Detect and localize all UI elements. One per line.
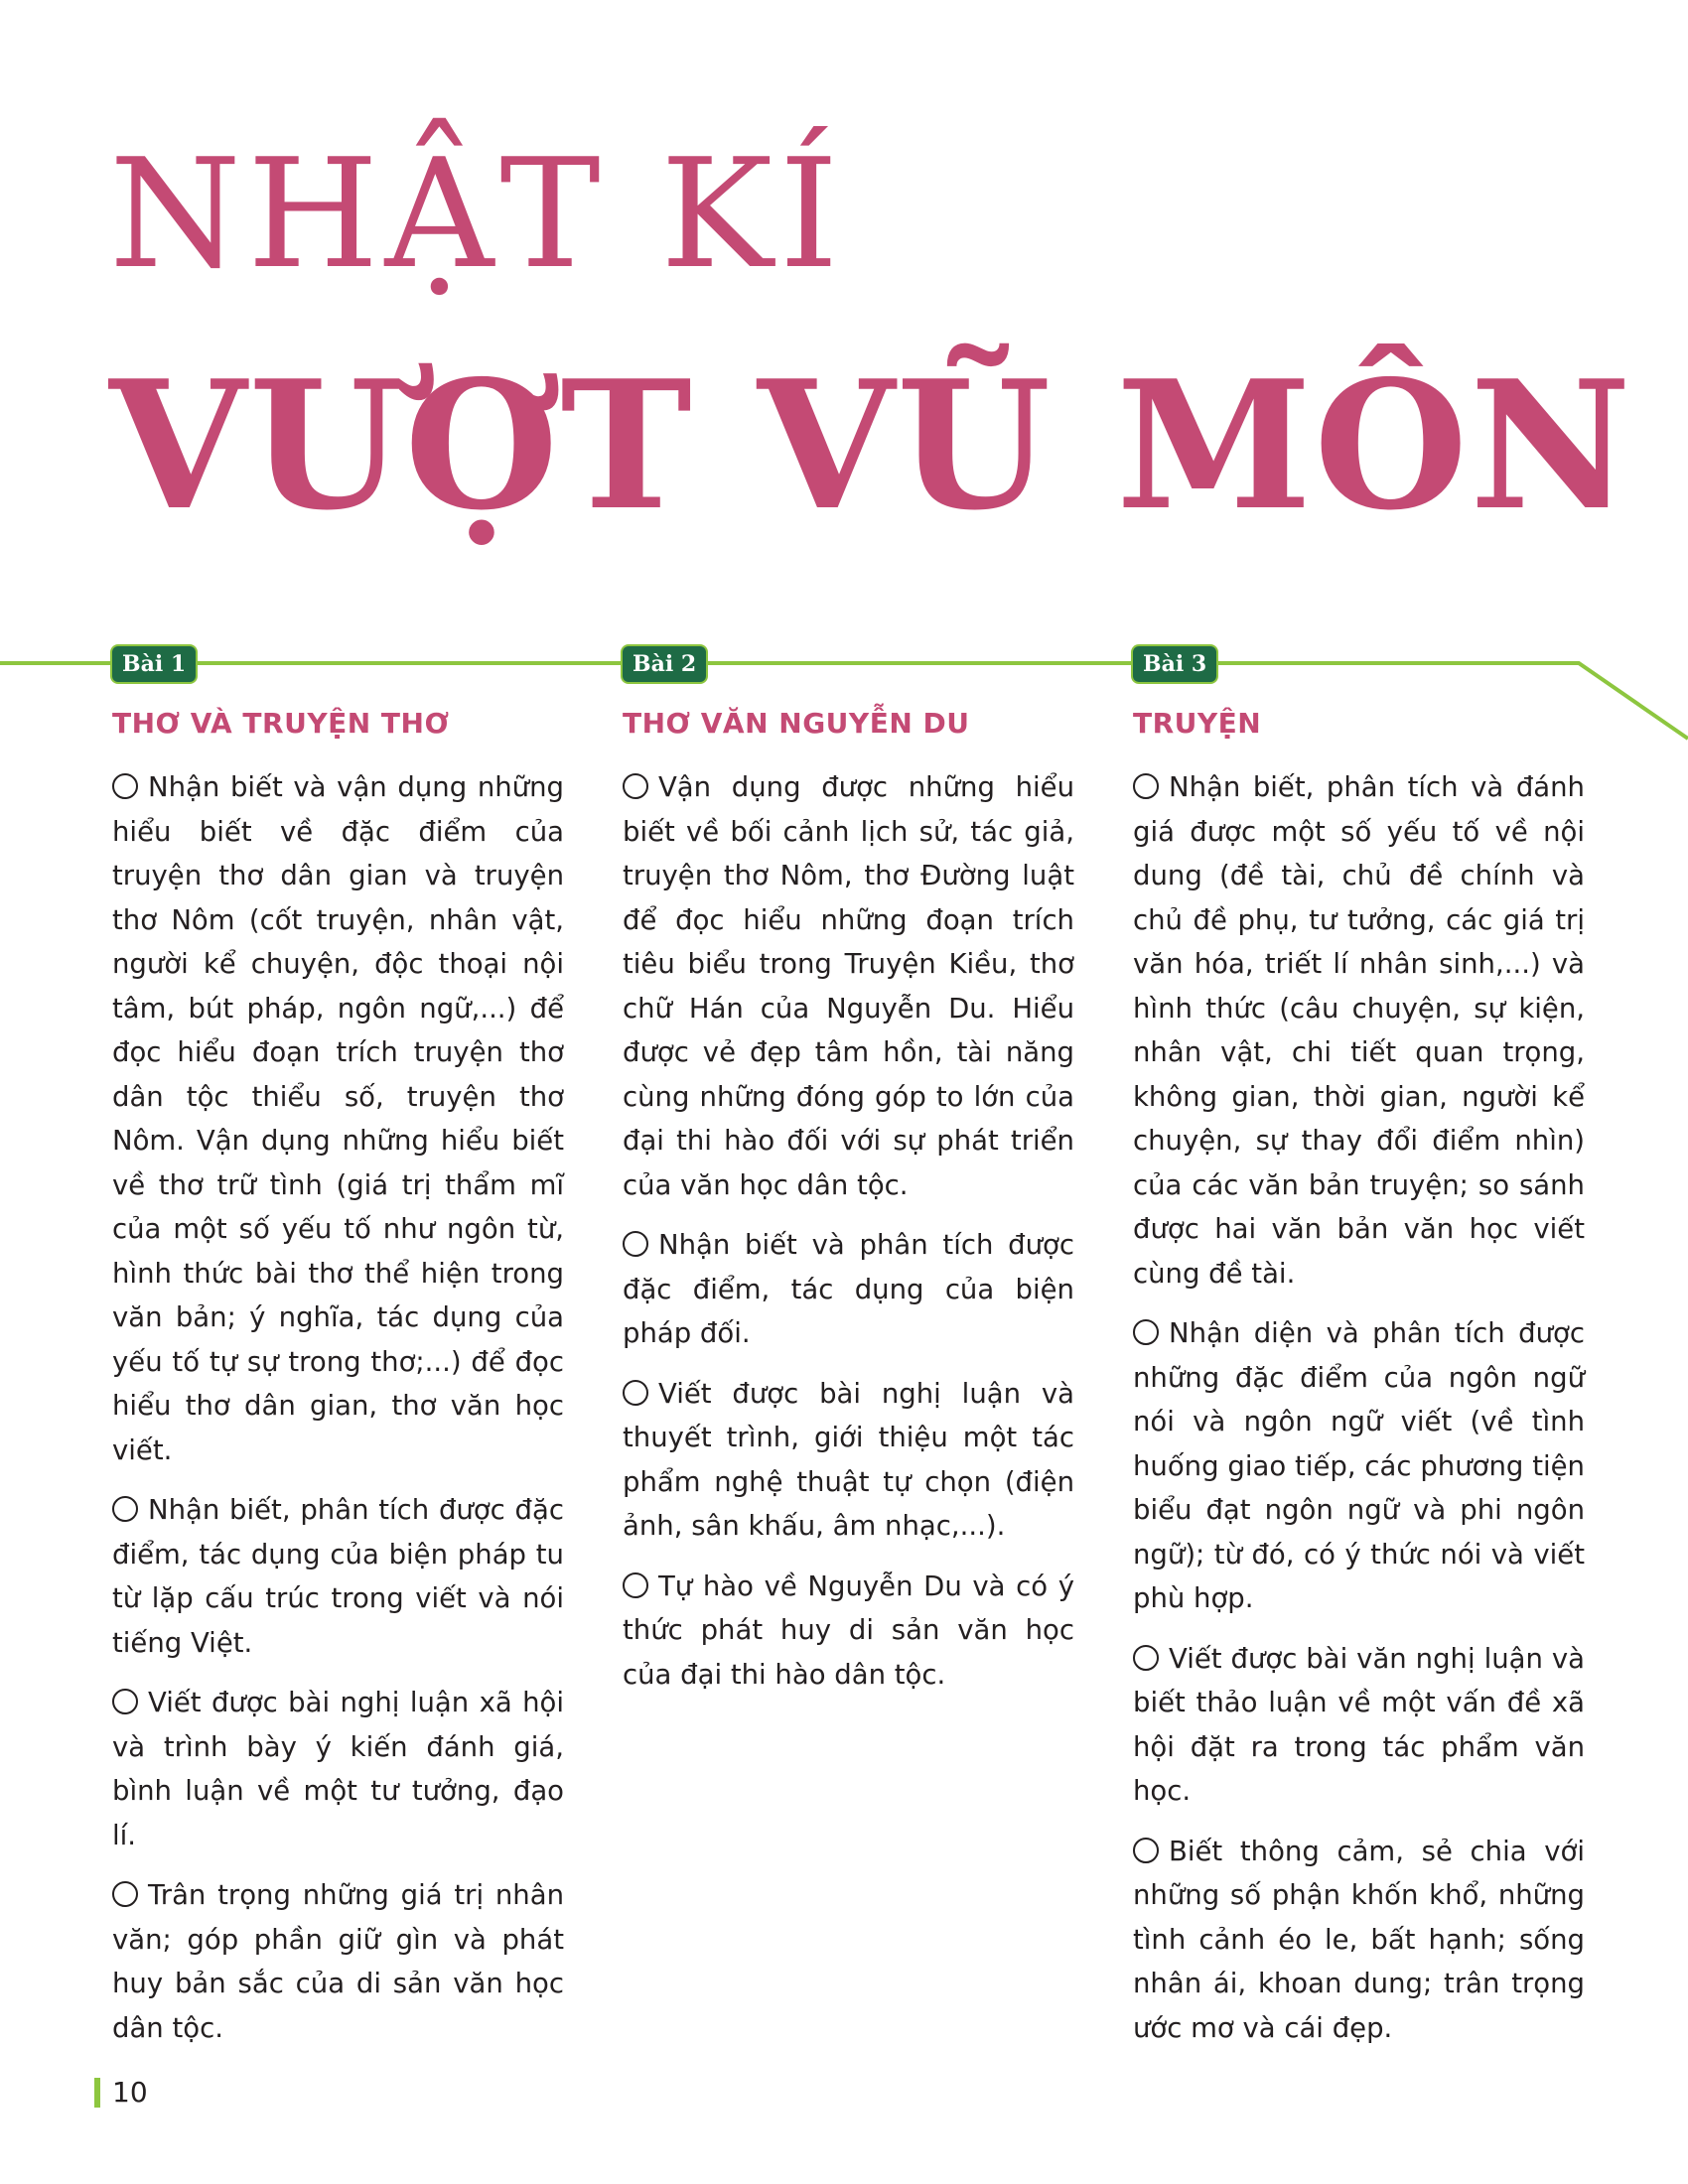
circle-bullet-icon: [1133, 773, 1159, 799]
goal-text: Nhận biết, phân tích và đánh giá được một số yếu tố về nội dung (đề tài, chủ đề chính và chủ đề phụ, tư tưởng, các giá trị văn hóa, triết lí nhân sinh,...) và hình thức (câu chuyện, sự kiện, nhân vật, chi tiết quan trọng, không gian, thời gian, người kể chuyện, sự thay đổi điểm nhìn) của các văn bản truyện; so sánh được hai văn bản văn học viết cùng đề tài.: [1133, 771, 1585, 1290]
lesson-1-title: THƠ VÀ TRUYỆN THƠ: [112, 707, 450, 740]
goal-text: Biết thông cảm, sẻ chia với những số phận khốn khổ, những tình cảnh éo le, bất hạnh; sống nhân ái, khoan dung; trân trọng ước mơ và cái đẹp.: [1133, 1835, 1585, 2044]
page-number: 10: [94, 2078, 148, 2108]
lesson-1-goal: [112, 1873, 564, 2050]
circle-bullet-icon: [112, 1689, 138, 1714]
circle-bullet-icon: [112, 773, 138, 799]
lesson-1: [112, 707, 564, 2066]
lesson-1-badge: Bài 1: [112, 646, 196, 682]
goal-text: Tự hào về Nguyễn Du và có ý thức phát huy di sản văn học của đại thi hào dân tộc.: [623, 1570, 1074, 1691]
lesson-2-badge: Bài 2: [623, 646, 706, 682]
goal-text: Viết được bài nghị luận xã hội và trình bày ý kiến đánh giá, bình luận về một tư tưởng, đạo lí.: [112, 1687, 564, 1851]
lesson-2-goal: [623, 1372, 1074, 1549]
goal-text: Nhận diện và phân tích được những đặc điểm của ngôn ngữ nói và ngôn ngữ viết (về tình huống giao tiếp, các phương tiện biểu đạt ngôn ngữ và phi ngôn ngữ); từ đó, có ý thức nói và viết phù hợp.: [1133, 1317, 1585, 1614]
circle-bullet-icon: [1133, 1838, 1159, 1863]
lesson-2-goal: [623, 765, 1074, 1207]
lesson-3-goal: [1133, 1637, 1585, 1814]
circle-bullet-icon: [112, 1881, 138, 1907]
goal-text: Nhận biết và phân tích được đặc điểm, tác dụng của biện pháp đối.: [623, 1229, 1074, 1349]
lesson-2-goal: [623, 1565, 1074, 1698]
goal-text: Vận dụng được những hiểu biết về bối cảnh lịch sử, tác giả, truyện thơ Nôm, thơ Đường luật để đọc hiểu những đoạn trích tiêu biểu trong Truyện Kiều, thơ chữ Hán của Nguyễn Du. Hiểu được vẻ đẹp tâm hồn, tài năng cùng những đóng góp to lớn của đại thi hào đối với sự phát triển của văn học dân tộc.: [623, 771, 1074, 1201]
lesson-3-goal: [1133, 1830, 1585, 2051]
circle-bullet-icon: [623, 1380, 648, 1406]
lesson-3-badge: Bài 3: [1133, 646, 1216, 682]
lesson-3-goal: [1133, 1311, 1585, 1621]
circle-bullet-icon: [112, 1496, 138, 1522]
title-line-1: NHẬT KÍ: [109, 126, 845, 302]
circle-bullet-icon: [623, 1572, 648, 1598]
lesson-1-goal: [112, 765, 564, 1472]
goal-text: Viết được bài văn nghị luận và biết thảo luận về một vấn đề xã hội đặt ra trong tác phẩm văn học.: [1133, 1642, 1585, 1807]
lesson-2: [623, 707, 1074, 1712]
lesson-1-goal: [112, 1488, 564, 1665]
lesson-3-goal: [1133, 765, 1585, 1296]
circle-bullet-icon: [1133, 1319, 1159, 1345]
lesson-1-goal: [112, 1681, 564, 1857]
circle-bullet-icon: [623, 773, 648, 799]
goal-text: Nhận biết, phân tích được đặc điểm, tác dụng của biện pháp tu từ lặp cấu trúc trong viết và nói tiếng Việt.: [112, 1494, 564, 1659]
lesson-2-goal: [623, 1223, 1074, 1356]
goal-text: Trân trọng những giá trị nhân văn; góp phần giữ gìn và phát huy bản sắc của di sản văn học dân tộc.: [112, 1879, 564, 2044]
lesson-3: [1133, 707, 1585, 2066]
goal-text: Viết được bài nghị luận và thuyết trình, giới thiệu một tác phẩm nghệ thuật tự chọn (điện ảnh, sân khấu, âm nhạc,...).: [623, 1377, 1074, 1542]
goal-text: Nhận biết và vận dụng những hiểu biết về đặc điểm của truyện thơ dân gian và truyện thơ Nôm (cốt truyện, nhân vật, người kể chuyện, độc thoại nội tâm, bút pháp, ngôn ngữ,...) để đọc hiểu đoạn trích truyện thơ dân tộc thiểu số, truyện thơ Nôm. Vận dụng những hiểu biết về thơ trữ tình (giá trị thẩm mĩ của một số yếu tố như ngôn từ, hình thức bài thơ thể hiện trong văn bản; ý nghĩa, tác dụng của yếu tố tự sự trong thơ;...) để đọc hiểu thơ dân gian, thơ văn học viết.: [112, 771, 564, 1466]
title-line-2: VƯỢT VŨ MÔN: [109, 341, 1633, 549]
lesson-2-title: THƠ VĂN NGUYỄN DU: [623, 707, 970, 740]
lesson-3-title: TRUYỆN: [1133, 707, 1262, 740]
circle-bullet-icon: [1133, 1645, 1159, 1671]
circle-bullet-icon: [623, 1231, 648, 1257]
